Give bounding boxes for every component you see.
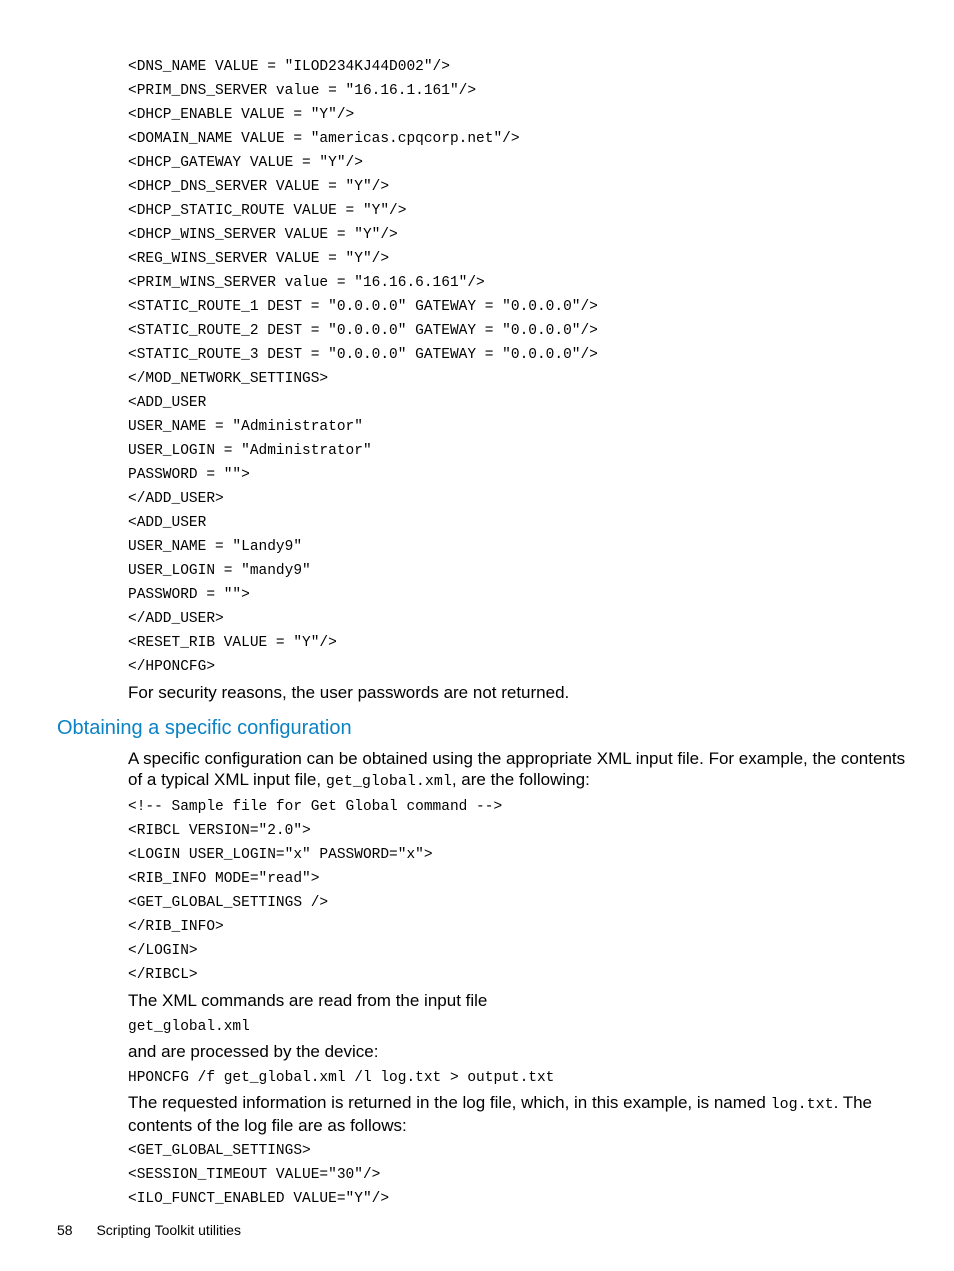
code-line: <GET_GLOBAL_SETTINGS> (128, 1143, 311, 1159)
code-line: <LOGIN USER_LOGIN="x" PASSWORD="x"> (128, 847, 433, 863)
code-line: <ADD_USER (128, 395, 207, 411)
page-content (128, 55, 908, 703)
section-content (128, 748, 908, 1211)
code-line: <DOMAIN_NAME VALUE = "americas.cpqcorp.net"/> (128, 131, 520, 147)
paragraph-returned: The requested information is returned in the log file, which, in this example, is named log.txt. The contents of the log file are as follows: (128, 1093, 873, 1135)
inline-code-filename: get_global.xml (325, 773, 452, 790)
code-line: <STATIC_ROUTE_2 DEST = "0.0.0.0" GATEWAY = "0.0.0.0"/> (128, 323, 598, 339)
code-line: PASSWORD = ""> (128, 467, 250, 483)
code-line: USER_NAME = "Landy9" (128, 539, 303, 555)
code-line: </HPONCFG> (128, 659, 216, 675)
code-line: </ADD_USER> (128, 611, 224, 627)
code-line: <STATIC_ROUTE_1 DEST = "0.0.0.0" GATEWAY = "0.0.0.0"/> (128, 299, 598, 315)
code-line: PASSWORD = ""> (128, 587, 250, 603)
page-footer (57, 1222, 241, 1238)
code-line: </RIB_INFO> (128, 919, 224, 935)
code-line: <ADD_USER (128, 515, 207, 531)
code-line: </MOD_NETWORK_SETTINGS> (128, 371, 329, 387)
inline-code-logfile: log.txt (770, 1096, 834, 1113)
paragraph-read-from-file: The XML commands are read from the input file (128, 991, 488, 1010)
code-line: </RIBCL> (128, 967, 198, 983)
code-line: <DNS_NAME VALUE = "ILOD234KJ44D002"/> (128, 59, 450, 75)
code-line: USER_LOGIN = "mandy9" (128, 563, 311, 579)
paragraph-intro: A specific configuration can be obtained using the appropriate XML input file. For example, the contents of a typical XML input file, get_global.xml, are the following: (128, 749, 906, 790)
code-line: <DHCP_STATIC_ROUTE VALUE = "Y"/> (128, 203, 407, 219)
page-number: 58 (57, 1222, 73, 1238)
code-filename: get_global.xml (128, 1019, 250, 1035)
code-line: <RIB_INFO MODE="read"> (128, 871, 320, 887)
paragraph-security-note: For security reasons, the user passwords are not returned. (128, 683, 570, 702)
code-line: <REG_WINS_SERVER VALUE = "Y"/> (128, 251, 390, 267)
section-heading: Obtaining a specific configuration (57, 717, 352, 739)
code-line: <PRIM_WINS_SERVER value = "16.16.6.161"/> (128, 275, 485, 291)
code-line: <!-- Sample file for Get Global command --> (128, 799, 503, 815)
code-line: <ILO_FUNCT_ENABLED VALUE="Y"/> (128, 1191, 390, 1207)
code-line: <DHCP_DNS_SERVER VALUE = "Y"/> (128, 179, 390, 195)
code-line: <GET_GLOBAL_SETTINGS /> (128, 895, 329, 911)
code-block-sample-input (128, 795, 908, 987)
code-line: <DHCP_GATEWAY VALUE = "Y"/> (128, 155, 363, 171)
code-line: <RESET_RIB VALUE = "Y"/> (128, 635, 337, 651)
code-line: <DHCP_ENABLE VALUE = "Y"/> (128, 107, 355, 123)
paragraph-processed: and are processed by the device: (128, 1042, 379, 1061)
code-command: HPONCFG /f get_global.xml /l log.txt > output.txt (128, 1070, 555, 1086)
code-line: <PRIM_DNS_SERVER value = "16.16.1.161"/> (128, 83, 477, 99)
code-line: <STATIC_ROUTE_3 DEST = "0.0.0.0" GATEWAY = "0.0.0.0"/> (128, 347, 598, 363)
code-line: </ADD_USER> (128, 491, 224, 507)
code-line: <SESSION_TIMEOUT VALUE="30"/> (128, 1167, 381, 1183)
code-line: USER_NAME = "Administrator" (128, 419, 363, 435)
code-line: </LOGIN> (128, 943, 198, 959)
footer-section-title: Scripting Toolkit utilities (96, 1222, 241, 1238)
code-line: <RIBCL VERSION="2.0"> (128, 823, 311, 839)
code-line: <DHCP_WINS_SERVER VALUE = "Y"/> (128, 227, 398, 243)
code-line: USER_LOGIN = "Administrator" (128, 443, 372, 459)
code-block-network-settings (128, 55, 908, 679)
code-block-log-output (128, 1139, 908, 1211)
